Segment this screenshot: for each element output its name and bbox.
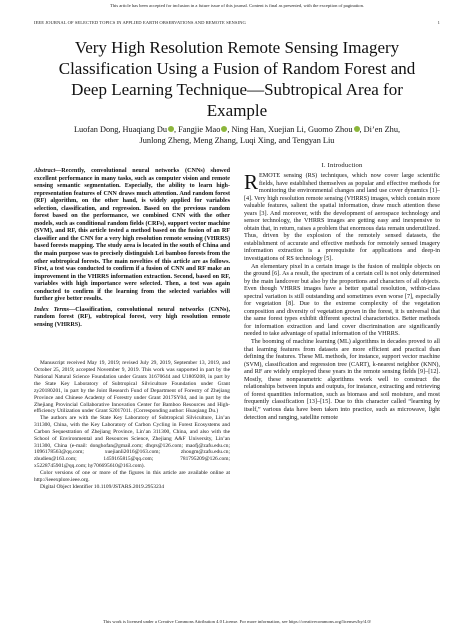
intro-paragraph-1-text: EMOTE sensing (RS) techniques, which now cover large scientific fields, have established themselves as popular and effective methods for monitoring the environmental changes and land use cover dynamics [1]–[4]. Very high resolution remote sensing (VHRRS) images, which contain more valuable features, salient the spatial information, draw much attention these years [3]. And moreover, with the development of aerospace technology and sensor technology, the VHRRS images are getting easy and inexpensive to obtain that, in return, raises a problem that enormous data remain underutilized. Thus, driven by the explosion of the remotely sensed datasets, the establishment of accurate and effective methods for remotely sensed imagery information extraction is a prerequisite for applications and deep-in investigations of RS technology [5].: [244, 173, 440, 263]
footnote-affiliations: The authors are with the State Key Laboratory of Subtropical Silviculture, Lin’an 311300, China, with the Key Laboratory of Carbon Cycling in Forest Ecosystems and Carbon Sequestration of Zhejiang Province, Lin’an 311300, China, and also with the School of Environmental and Resources Science, Zhejiang A&F University, Lin’an 311300, China (e-mail: donghofan@gmail.com; dhqrs@126.com; maofj@zafu.edu.cn; 1096178563@qq.com; xuejianli2016@163.com; zhougm@zafu.edu.cn; zhudien@163.com; 1459165815@qq.com; 781795209@126.com; x5228745901@qq.com; hy706695610@163.com).: [34, 415, 230, 470]
author-list: [60, 124, 414, 146]
authors-part-1: Luofan Dong, Huaqiang Du: [73, 125, 168, 134]
index-terms: [34, 307, 230, 330]
index-terms-body: Classification, convolutional neural networks (CNNs), random forest (RF), subtropical forest, very high resolution remote sensing (VHRRS).: [34, 306, 230, 328]
license-notice: This work is licensed under a Creative Commons Attribution 4.0 License. For more information, see https://creativecommons.org/licenses/by/4.0/: [102, 619, 372, 624]
footnotes: [34, 360, 230, 490]
abstract-label: Abstract—: [34, 168, 62, 174]
authors-part-2: , Fangjie Mao: [174, 125, 221, 134]
authors-part-3: , Ning Han, Xuejian Li, Guomo Zhou: [227, 125, 353, 134]
paper-title: Very High Resolution Remote Sensing Imagery Classification Using a Fusion of Random Forest and Deep Learning Technique—Subtropical Area for Example: [58, 38, 416, 120]
footnote-color-versions: Color versions of one or more of the figures in this article are available online at http://ieeexplore.ieee.org.: [34, 469, 230, 483]
drop-cap: R: [244, 170, 259, 194]
right-column: [244, 161, 440, 422]
abstract: [34, 168, 230, 304]
intro-paragraph-1: [244, 170, 440, 264]
acceptance-notice: This article has been accepted for inclusion in a future issue of this journal. Content is final as presented, with the exception of pagination.: [109, 3, 365, 8]
footnote-manuscript: Manuscript received May 19, 2019; revised July 29, 2019, September 13, 2019, and October 25, 2019; accepted November 9, 2019. This work was supported in part by the National Natural Science Foundation under Grants 31670644 and U1809208, in part by the State Key Laboratory of Subtropical Silviculture Foundation under Grant zy20180201, in part by the Joint Research Fund of Department of Forestry of Zhejiang Province and Chinese Academy of Forestry under Grant 2017SY04, and in part by the Zhejiang Provincial Collaborative Innovation Center for Bamboo Resources and High-efficiency Utilization under Grant S2017011. (Corresponding author: Huaqiang Du.): [34, 360, 230, 415]
author-line-2: Junlong Zheng, Meng Zhang, Luqi Xing, and Tengyan Liu: [139, 136, 335, 145]
section-heading: I. Introduction: [321, 162, 363, 169]
author-line-1: [60, 124, 414, 135]
authors-part-4: , Di’en Zhu,: [359, 125, 401, 134]
footnote-doi: Digital Object Identifier 10.1109/JSTARS.2019.2953234: [40, 483, 165, 490]
abstract-body: Recently, convolutional neural networks (CNNs) showed excellent performance in many tasks, such as computer vision and remote sensing semantic segmentation. Especially, the ability to learn high-representation features of CNN draws much attention. And random forest (RF) algorithm, on the other hand, is widely applied for variables selection, classification, and regression. Based on the previous random forest based on the performance, we combined CNN with the other models, such as conditional random fields (CRFs), support vector machine (SVM), and RF, this article tested a method based on the fusion of an RF classifier and the CNN for a very high resolution remote sensing (VHRRS) based forests mapping. The study area is located in the south of China and the main purpose was to precisely distinguish Lei bamboo forests from the other subtropical forests. The main novelties of this article are as follows. First, a test was conducted to confirm if a fusion of CNN and RF make an improvement in the VHRRS information extraction. Second, based on RF, variables with high importance were selected. Then, a test was again conducted to confirm if the learning from the selected variables will further give better results.: [34, 168, 230, 303]
intro-paragraph-2: An elementary pixel in a certain image is the fusion of multiple objects on the ground [6]. As a result, the spectrum of a certain cell is not only determined by the main landcover but also by the proportions and characters of all objects. Even though VHRRS images have a better spatial resolution, within-class spectral variation is still outstanding and sometimes even worse [7], especially for vegetation [8]. Due to the extreme complexity of the vegetation composition and diversity of vegetation grown in the forest, it is universal that the same forest types exhibit different spectral characteristics. Better methods for information extraction and land cover discrimination are significantly needed to take advantage of spatial information of the VHRRS.: [244, 263, 440, 338]
left-column: [34, 168, 230, 491]
intro-paragraph-3: The booming of machine learning (ML) algorithms in decades proved to all that learning features from datasets are more efficient and practical than defining the features. These ML methods, for instance, support vector machine (SVM), classification and regression tree (CART), k-nearest neighbor (KNN), and RF are widely employed these years in the remote sensing fields [9]–[12]. Mostly, these nonparametric algorithms work well to construct the relationships between inputs and outputs, for instance, extracting and retrieving of forest quantities information, such as biomass and soil moisture, and most frequently classification [13]–[15]. Due to this character called “learning by itself,” various data have been taken into practice, such as microwave, light detection and ranging, satellite remote: [244, 339, 440, 421]
running-head: [34, 20, 440, 26]
page-number: 1: [437, 20, 440, 25]
index-terms-label: Index Terms—: [34, 306, 76, 313]
journal-name: IEEE JOURNAL OF SELECTED TOPICS IN APPLIED EARTH OBSERVATIONS AND REMOTE SENSING: [34, 20, 246, 25]
